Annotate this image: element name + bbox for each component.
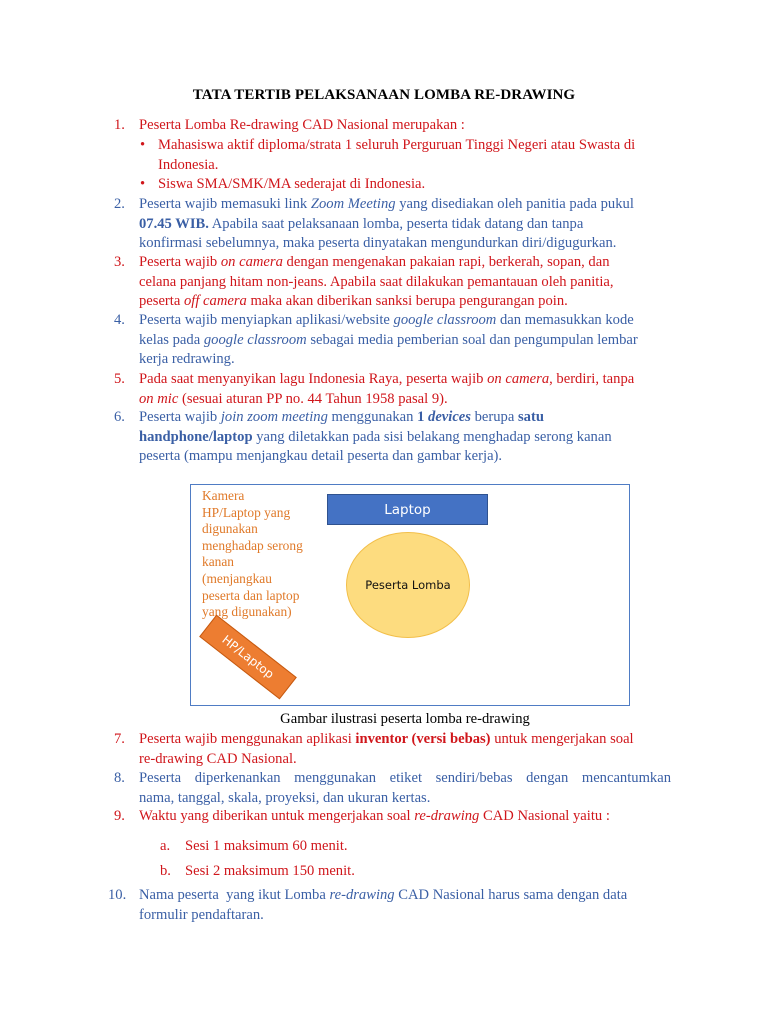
text-run-bold: satu — [517, 409, 544, 425]
text-run-bold: inventor (versi bebas) — [355, 731, 491, 747]
item-line: re-drawing CAD Nasional. — [139, 750, 297, 767]
sub-letter: a. — [160, 838, 171, 854]
camera-line: peserta dan laptop — [202, 587, 300, 603]
text-run: menggunakan — [327, 409, 418, 425]
sub-text: Sesi 2 maksimum 150 menit. — [185, 863, 355, 879]
text-run: dan memasukkan kode — [496, 312, 634, 328]
item-number: 6. — [114, 409, 125, 425]
sub-text: Sesi 1 maksimum 60 menit. — [185, 838, 348, 854]
camera-line: menghadap serong — [202, 537, 303, 553]
item-line — [139, 408, 671, 428]
item-number: 7. — [114, 731, 125, 747]
text-run: Peserta wajib menggunakan aplikasi — [139, 731, 356, 747]
text-run: maka akan diberikan sanksi berupa pengurangan poin. — [246, 293, 568, 310]
camera-description — [202, 488, 322, 621]
illustration-caption: Gambar ilustrasi peserta lomba re-drawing — [280, 711, 530, 727]
laptop-box: Laptop — [327, 494, 488, 525]
text-run: Waktu yang diberikan untuk mengerjakan soal — [139, 808, 415, 824]
item-line: celana panjang hitam non-jeans. Apabila saat dilakukan pemantauan oleh panitia, — [139, 273, 614, 290]
item-line: konfirmasi sebelumnya, maka peserta dinyatakan mengundurkan diri/digugurkan. — [139, 235, 617, 252]
item-line — [139, 215, 671, 235]
text-run: CAD Nasional yaitu : — [479, 808, 610, 824]
text-run: kelas pada — [139, 331, 204, 348]
text-run-italic: on camera — [220, 254, 283, 270]
item-number: 1. — [114, 117, 125, 133]
text-run: yang disediakan oleh panitia pada pukul — [395, 196, 634, 212]
bullet-icon: • — [140, 137, 146, 153]
text-run-italic: Zoom Meeting — [310, 196, 396, 212]
item-line: formulir pendaftaran. — [139, 906, 264, 923]
item-line — [139, 331, 671, 351]
item-number: 8. — [114, 770, 125, 786]
text-run: yang diletakkan pada sisi belakang menghadap serong kanan — [252, 428, 612, 445]
item-line — [139, 311, 671, 331]
item-number: 9. — [114, 808, 125, 824]
bullet-text: Siswa SMA/SMK/MA sederajat di Indonesia. — [158, 176, 426, 192]
document-title: TATA TERTIB PELAKSANAAN LOMBA RE-DRAWING — [192, 87, 576, 103]
bullet-icon: • — [140, 176, 146, 192]
text-run: , berdiri, tanpa — [549, 371, 635, 387]
item-number: 2. — [114, 196, 125, 212]
camera-line: Kamera — [202, 488, 245, 503]
item-line: peserta (mampu menjangkau detail peserta dan gambar kerja). — [139, 448, 503, 465]
item-number: 5. — [114, 371, 125, 387]
text-run-bold: 07.45 WIB. — [139, 215, 209, 232]
camera-line: kanan — [202, 554, 234, 570]
item-line — [139, 730, 671, 750]
text-run: Apabila saat pelaksanaan lomba, peserta tidak datang dan tanpa — [208, 215, 584, 232]
participant-circle: Peserta Lomba — [346, 532, 470, 638]
camera-line: digunakan — [202, 521, 258, 537]
text-run: sebagai media pemberian soal dan pengumpulan lembar — [306, 331, 638, 348]
text-run: Peserta wajib memasuki link — [139, 196, 311, 212]
text-run-italic: join zoom meeting — [220, 409, 328, 425]
text-run: CAD Nasional harus sama dengan data — [394, 887, 628, 903]
bullet-text: Indonesia. — [158, 157, 219, 173]
text-run: Peserta wajib menyiapkan aplikasi/website — [139, 312, 394, 328]
text-run: Nama peserta yang ikut Lomba — [139, 887, 330, 903]
item-number: 3. — [114, 254, 125, 270]
item-line: kerja redrawing. — [139, 351, 235, 368]
item-line — [139, 253, 671, 273]
item-line — [139, 370, 671, 390]
text-run-italic: re-drawing — [329, 887, 395, 903]
item-line — [139, 292, 671, 312]
text-run: peserta — [139, 293, 184, 310]
item-line — [139, 390, 671, 410]
item-line — [139, 807, 671, 827]
text-run-italic: on mic — [139, 390, 179, 407]
hp-laptop-box: HP/Laptop — [199, 615, 297, 700]
camera-line: (menjangkau — [202, 570, 272, 586]
item-number: 10. — [108, 887, 127, 903]
text-run-bold-italic: devices — [428, 409, 471, 425]
text-run: (sesuai aturan PP no. 44 Tahun 1958 pasal 9). — [178, 390, 448, 407]
text-run-italic: off camera — [183, 293, 247, 310]
text-run-italic: re-drawing — [414, 808, 480, 824]
camera-line: yang digunakan) — [202, 604, 292, 620]
item-line — [139, 428, 671, 448]
text-run-bold: 1 — [417, 409, 429, 425]
text-run-italic: google classroom — [393, 312, 497, 328]
text-run: Peserta wajib — [139, 254, 221, 270]
sub-letter: b. — [160, 863, 171, 879]
bullet-text: Mahasiswa aktif diploma/strata 1 seluruh Perguruan Tinggi Negeri atau Swasta di — [158, 137, 636, 153]
item-line: Peserta diperkenankan menggunakan etiket sendiri/bebas dengan mencantumkan — [139, 770, 671, 786]
text-run-bold: handphone/laptop — [139, 428, 253, 445]
item-line — [139, 195, 671, 215]
text-run-italic: on camera — [487, 371, 550, 387]
text-run-italic: google classroom — [203, 331, 307, 348]
text-run: Pada saat menyanyikan lagu Indonesia Raya, peserta wajib — [139, 371, 488, 387]
text-run: berupa — [470, 409, 518, 425]
text-run: Peserta wajib — [139, 409, 221, 425]
item-line: nama, tanggal, skala, proyeksi, dan ukuran kertas. — [139, 789, 431, 806]
item-line — [139, 886, 671, 906]
item-number: 4. — [114, 312, 125, 328]
camera-line: HP/Laptop yang — [202, 504, 291, 520]
item-text: Peserta Lomba Re-drawing CAD Nasional merupakan : — [139, 117, 465, 133]
text-run: untuk mengerjakan soal — [490, 731, 634, 747]
text-run: dengan mengenakan pakaian rapi, berkerah, sopan, dan — [282, 254, 610, 270]
